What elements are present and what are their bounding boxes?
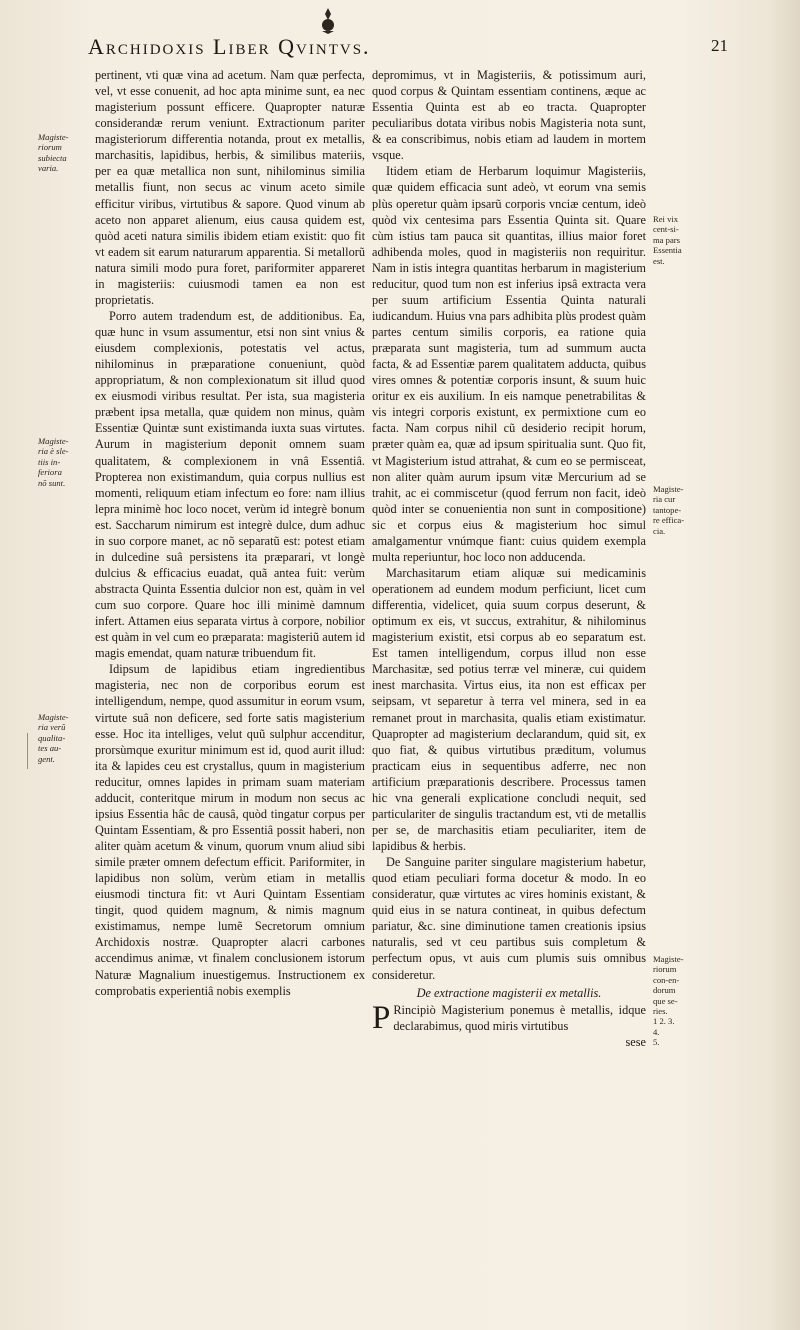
page-header: [88, 34, 728, 64]
left-paragraph: Idipsum de lapidibus etiam ingredientibus magisteria, nec non de corporibus eorum est intelligendum, nempe, quod assumitur in eorum vsum, virtute suâ non deficere, sed forte satis magisterium esse. Hoc ita intelliges, velut quũ sulphur accenditur, prorsùmque exuritur minimum est id, quod aurit illud: ita & lapides ceu est crystallus, quum in magisterium reducitur, omnes lapides in primam suam materiam adducit, conteritque mirum in modum non secus ac ipsius Essentia hâc de causâ, quòd tingatur corpus per Quintam Essentiam, & pro Essentiâ possit haberi, non aliter quàm acetum & vinum, quorum vnum aliud sibi simile præter omnem defectum efficit. Pariformiter, in lapidibus non solùm, verùm etiam in metallis eiusmodi tinctura fit: vt Auri Quintam Essentiam tingit, quod quidem magnum, & nimis magnum existimamus, nempe lumẽ Secretorum omnium Archidoxis nostræ. Quapropter alacri carbones accendimus animæ, vt finalem conclusionem istorum Naturæ Magnalium inuestigemus. Instructionem ex comprobatis experientiâ nobis exemplis: [95, 662, 365, 998]
margin-note-right: Magiste- riorum con-en- dorum que se- ries. 1 2. 3. 4. 5.: [653, 954, 684, 1048]
gutter-mark: [27, 733, 28, 769]
page-number: 21: [711, 36, 728, 55]
final-paragraph-text: Rincipiò Magisterium ponemus è metallis, idque declarabimus, quod miris virtutibus: [393, 1002, 646, 1033]
left-column: [95, 67, 365, 999]
drop-cap: P: [372, 999, 391, 1036]
section-subheading: De extractione magisterii ex metallis.: [416, 985, 602, 1000]
margin-note-right: Rei vix cent-si- ma pars Essentia est.: [653, 214, 682, 266]
right-paragraph: Itidem etiam de Herbarum loquimur Magisteriis, quæ quidem efficacia sunt adeò, vt eorum vna semis plùs operetur quàm ipsarũ corporis vnciæ centum, ideò quòd vix centesima pars Essentia Quinta sit. Quare cùm istius tam pauca sit quantitas, illius maior foret adhibenda moles, quod in magisteriis non requiritur. Nam in istis integra quantitas herbarum in magisterium reducitur, quod tum non est inferius ipsâ extracta vera per suum artificium Essentia Quinta naturali iudicandum. Huius vna pars adhibita plùs prodest quàm partes centum similis corporis, ea ratione quia præparata sunt magisteria, tum ad summum aucta facta, & ad Essentiæ parem qualitatem adducta, quibus vires omnes & potentiæ corporis insunt, & suum huic oritur ex eis auxilium. In eis namque penetrabilitas & vis integri corporis existunt, ex permixtione cum eo facta. Nam corpus nihil cũ desiderio recipit horum, præter quàm ea, quæ ad ipsum spiritualia sunt. Quo fit, vt Magisterium istud attrahat, & cum eo se permisceat, non aliter quàm aurum ipsum vitæ Mercurium ad se trahit, ac ei commiscetur (quod ferrum non facit, ideò quòd inter se conuenientia non sunt in compositione) sic et corpus eius & magisterium hoc simul amalgamentur vnúmque fiant: cuius quidem exempla multa reperiuntur, hoc loco non adducenda.: [372, 164, 646, 564]
right-paragraph: depromimus, vt in Magisteriis, & potissimum auri, quod corpus & Quintam essentiam continens, æque ac Essentia Quinta est ab eo tracta. Quapropter peculiaribus dotata viribus nobis Magisteria nota sunt, & ea conscribimus, nobis etiam ad laudem in mortem vsque.: [372, 68, 646, 163]
margin-note-right: Magiste- ria cur tantope- re effica- cia.: [653, 484, 685, 536]
right-column: [372, 67, 646, 1050]
left-paragraph: pertinent, vti quæ vina ad acetum. Nam quæ perfecta, vel, vt esse conuenit, ad hoc apta minime sunt, ea nec magisterium possunt efficere. Quapropter naturæ considerandæ rerum veniunt. Extractionum pariter magisteriorum differentia notanda, prout ex metallis, marchasitis, lapidibus, herbis, & similibus materiis, per ea quæ metallica non sunt, nihilominus similia metallis fiunt, non secus ac vinum aceto simile efficitur viribus, virtutibus & sapore. Quod vinum ab aceto non apparet alienum, eius causa quidem est, quòd aceti natura similis ibidem etiam existit: quo fit vt eadem sit earum naturarum apparentia. Si metallorũ natura simili modo pura foret, pariformiter appareret in magisteriis: cuiusmodi tamen ea non est proprietatis.: [95, 68, 365, 307]
right-paragraph: De Sanguine pariter singulare magisterium habetur, quod etiam peculiari forma docetur & modo. In eo consideratur, quæ virtutes ac vires hominis existant, & quid eius in se natura contineat, in quibus defectum pariatur, &c. sine diminutione tamen creationis ipsius naturalis, sed vt ceu partibus suis completum & perfectum opus, vt auis cum plumis suis omnibus consideretur.: [372, 855, 646, 982]
margin-note-left: Magiste- ria verũ qualita- tes au- gent.: [38, 712, 69, 764]
final-paragraph: [372, 999, 646, 1036]
catchword: sese: [625, 1034, 646, 1049]
left-paragraph: Porro autem tradendum est, de additionibus. Ea, quæ hunc in vsum assumentur, etsi non sint vnius & eiusdem complexionis, potestatis vel actus, nihilominus in præparatione conueniunt, quòd appropriatum, & non complexionatum sit illud quod ex eiusmodi viribus resultat. Per ista, sua magisteria præbent ipsa metalla, quæ quidem non minus, quàm Essentiæ Quintæ sunt existimanda iuxta suas virtutes. Aurum in magisterium deponit omnem suam qualitatem, & complexionem in vnâ Essentiâ. Propterea non existimandum, quia corpus nullius est momenti, reliquum etiam infectum eo fore: nam illius lepra minimè hoc loco nocet, verùm id integrè bonum est. Saccharum nimirum est integrè dulce, dum adhuc in suo corpore manet, ac nõ separatũ est: potest etiam in dulcedine suâ persistens ita præparari, vt longè dulcius & efficacius euadat, quã antea fuit: verùm abstracta Quinta Essentia dulcior non est, quàm in vel cum suo corpore. Quare hoc illi minimè damnum infert. Attamen eius separata virtus à corpore, nobilior est quàm in vel cum eo præparata: magisteriũ autem id magis emendat, quam naturæ tribuendum fit.: [95, 308, 365, 661]
fleuron-ornament-icon: [318, 8, 338, 34]
margin-note-left: Magiste- riorum subiecta varia.: [38, 132, 69, 174]
page-fold-shadow: [766, 0, 800, 1330]
running-title: Archidoxis Liber Qvintvs.: [88, 34, 371, 59]
margin-note-left: Magiste- ria è sle- tiis in- feriora nõ sunt.: [38, 436, 69, 488]
right-paragraph: Marchasitarum etiam aliquæ sui medicaminis operationem ad eundem modum perficiunt, licet cum differentia, videlicet, quia suum corpus deserunt, & optimum ex eis, vt succus, extrahitur, & nihilominus magisterium existit, etsi corpus ab eo separatum est. Est tamen intelligendum, corpus illud non esse Marchasitæ, sed potius terræ vel mineræ, cui quidem inest marchasita. Virtus eius, ita non est efficax per seipsam, vt separetur à terra vel minera, sed in ea remanet prout in marchasita, qualis etiam existimatur. Quapropter ad magisterium declarandum, quid sit, ex quo fiat, & quibus virtutibus præditum, volumus practicam eius in sequentibus adferre, nec non artificium præparationis describere. Processus tamen hic vna generali explicatione concludi nequit, sed particulariter de singulis tractandum est, vti de metallis per se, de marchasitis etiam peculiariter, item de lapidibus & herbis.: [372, 565, 646, 853]
